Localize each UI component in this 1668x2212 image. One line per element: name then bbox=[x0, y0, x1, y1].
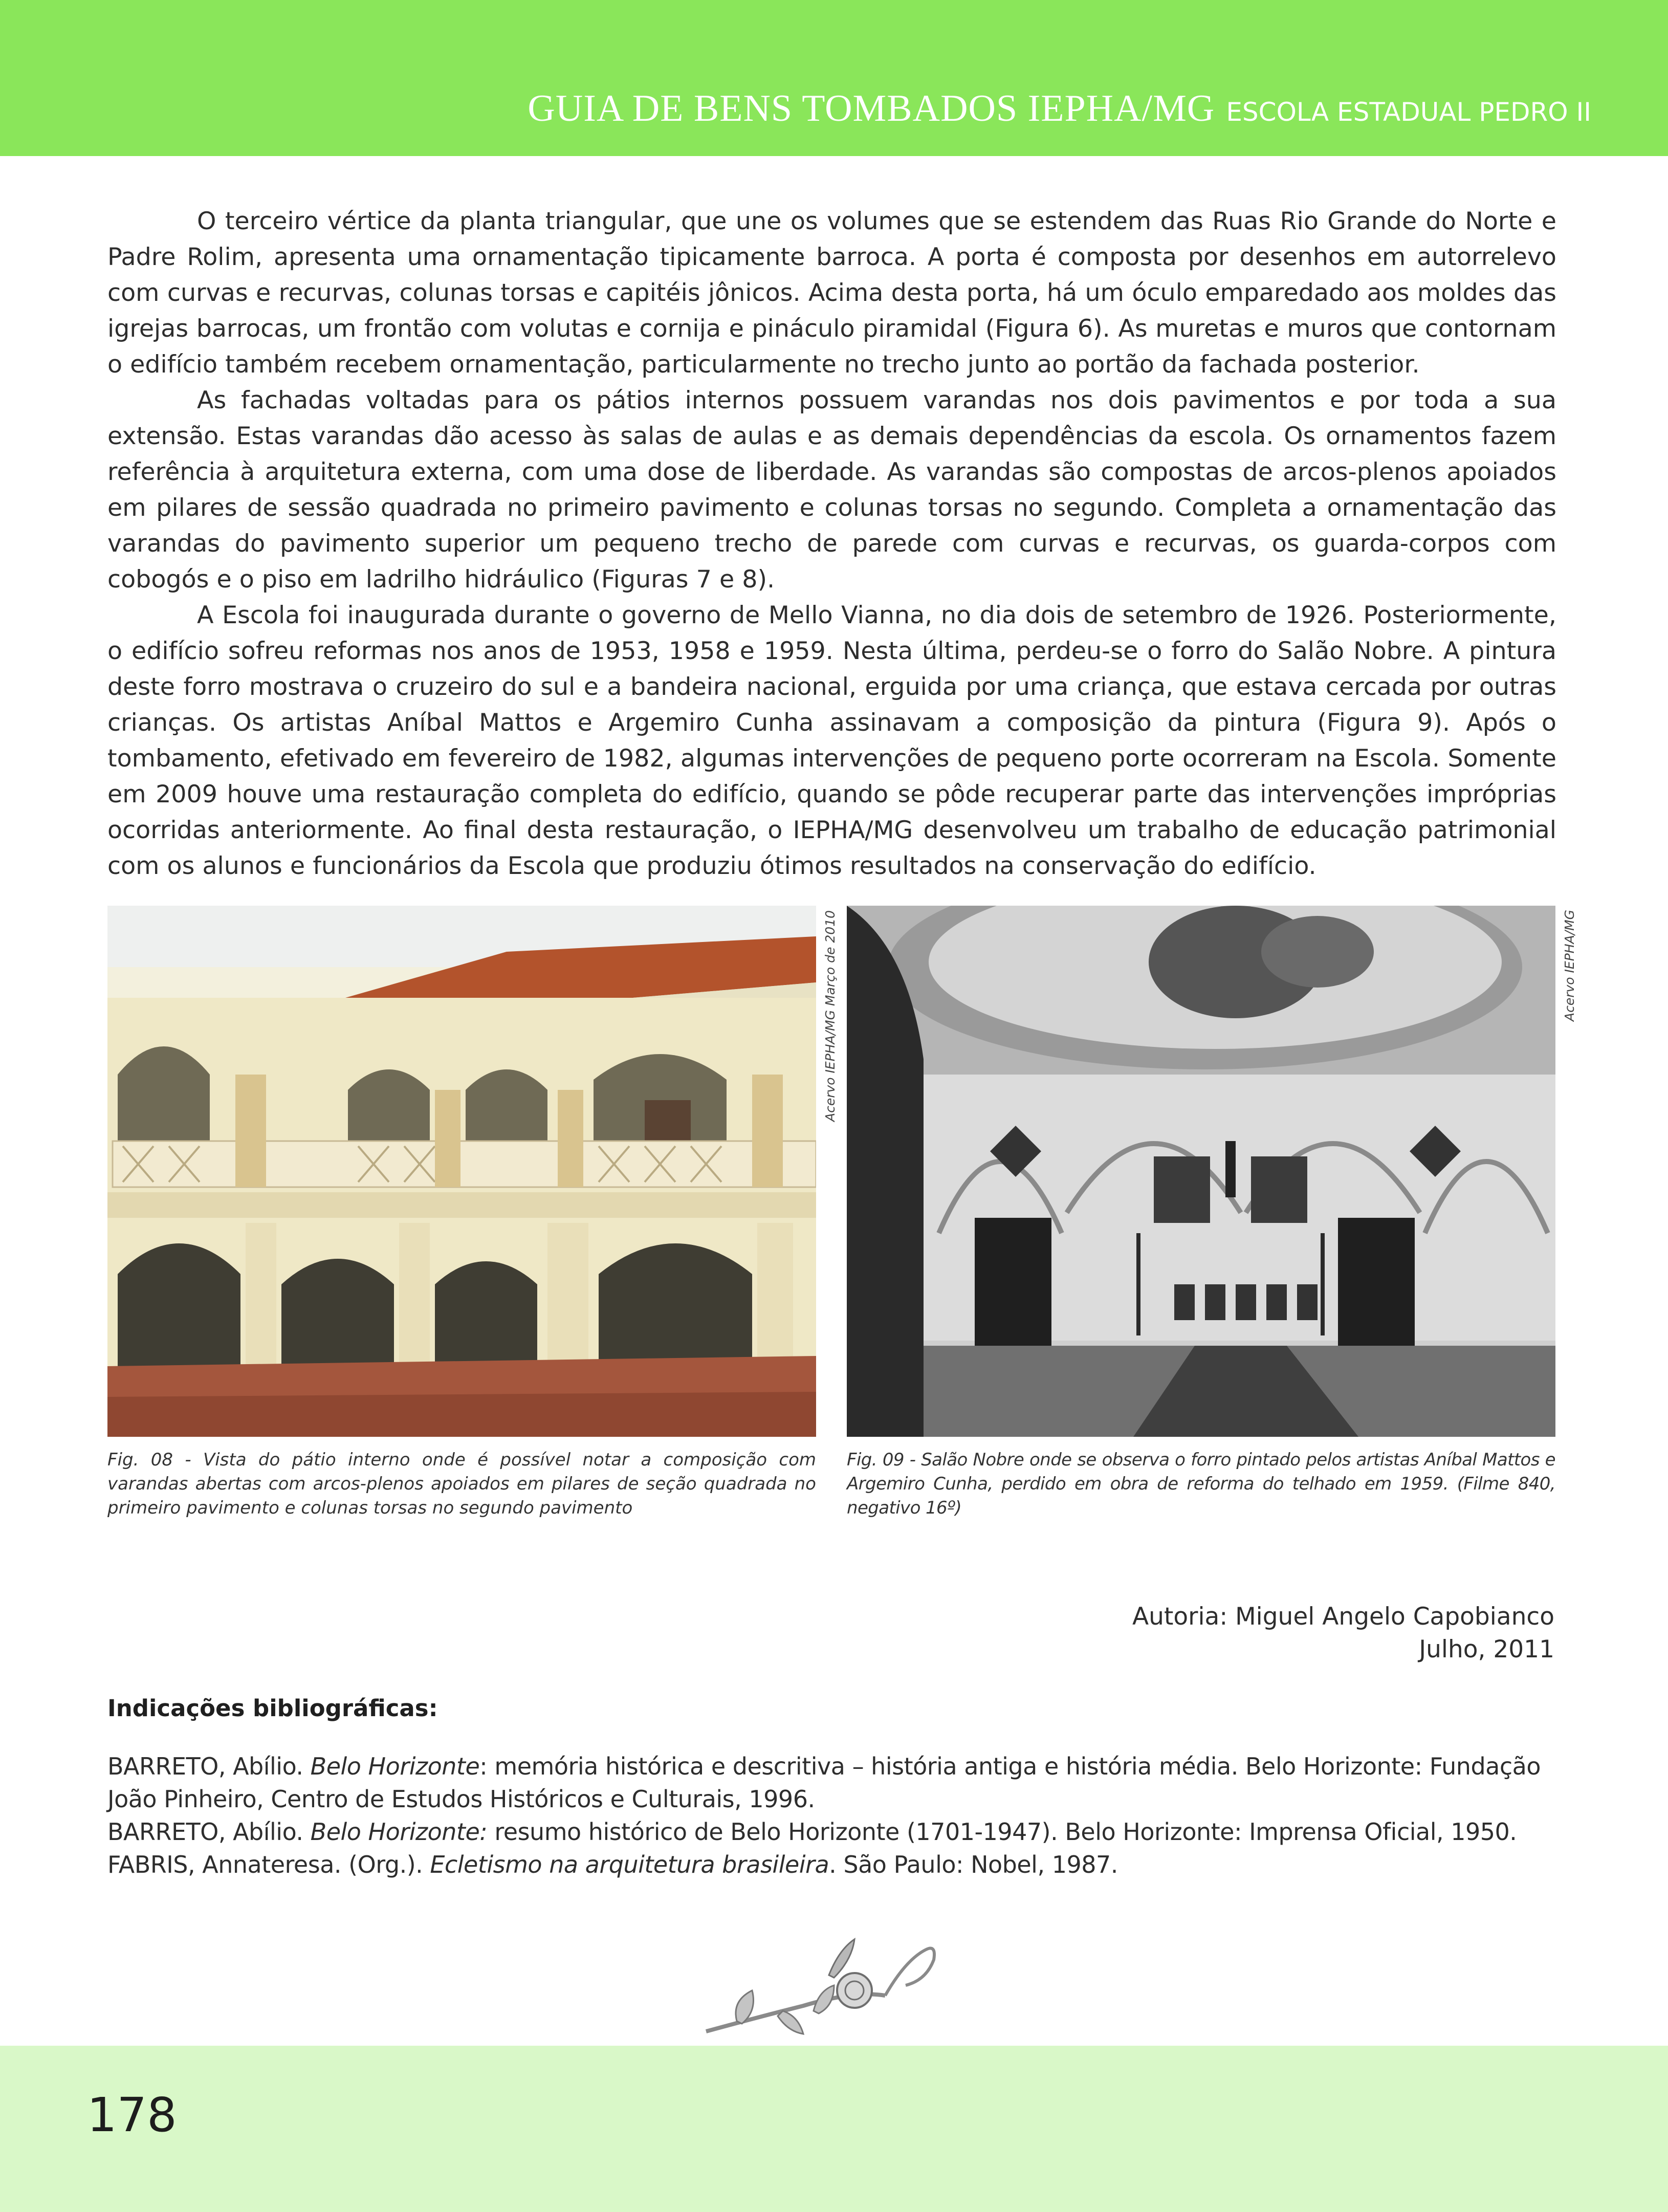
authorship bbox=[1132, 1601, 1554, 1666]
date-line: Julho, 2011 bbox=[1419, 1635, 1554, 1663]
entry-title: Belo Horizonte bbox=[310, 1753, 480, 1780]
footer-band bbox=[0, 2046, 1668, 2212]
entry-author: BARRETO, Abílio. bbox=[107, 1818, 311, 1846]
page-number: 178 bbox=[87, 2088, 177, 2142]
courtyard-photo bbox=[107, 906, 816, 1437]
entry-details: . São Paulo: Nobel, 1987. bbox=[829, 1851, 1118, 1878]
bibliography-entry bbox=[107, 1848, 1561, 1881]
photo-credit: Acervo IEPHA/MG bbox=[1562, 909, 1577, 1021]
entry-title: Ecletismo na arquitetura brasileira bbox=[430, 1851, 829, 1878]
bibliography bbox=[107, 1750, 1561, 1881]
section-title: ESCOLA ESTADUAL PEDRO II bbox=[1226, 97, 1591, 127]
entry-author: FABRIS, Annateresa. (Org.). bbox=[107, 1851, 430, 1878]
entry-title: Belo Horizonte: bbox=[310, 1818, 488, 1846]
entry-details: : memória histórica e descritiva – história antiga e história média. Belo Horizonte: Fundação João Pinheiro, Centro de Estudos Históricos e Culturais, 1996. bbox=[107, 1753, 1541, 1813]
hall-photo bbox=[847, 906, 1555, 1437]
figure-caption: Fig. 09 - Salão Nobre onde se observa o forro pintado pelos artistas Aníbal Mattos e Argemiro Cunha, perdido em obra de reforma do telhado em 1959. (Filme 840, negativo 16º) bbox=[847, 1450, 1555, 1518]
paragraph: As fachadas voltadas para os pátios internos possuem varandas nos dois pavimentos e por toda a sua extensão. Estas varandas dão acesso às salas de aulas e as demais dependências da escola. Os ornamentos fazem referência à arquitetura externa, com uma dose de liberdade. As varandas são compostas de arcos-plenos apoiados em pilares de sessão quadrada no primeiro pavimento e colunas torsas no segundo. Completa a ornamentação das varandas do pavimento superior um pequeno trecho de parede com curvas e recurvas, os guarda-corpos com cobogós e o piso em ladrilho hidráulico (Figuras 7 e 8). bbox=[107, 386, 1556, 594]
running-header bbox=[528, 87, 1591, 130]
entry-author: BARRETO, Abílio. bbox=[107, 1753, 311, 1780]
header-band bbox=[0, 0, 1668, 156]
body-text bbox=[107, 204, 1556, 884]
paragraph: A Escola foi inaugurada durante o governo de Mello Vianna, no dia dois de setembro de 1926. Posteriormente, o edifício sofreu reformas nos anos de 1953, 1958 e 1959. Nesta última, perdeu-se o forro do Salão Nobre. A pintura deste forro mostrava o cruzeiro do sul e a bandeira nacional, erguida por uma criança, que estava cercada por outras crianças. Os artistas Aníbal Mattos e Argemiro Cunha assinavam a composição da pintura (Figura 9). Após o tombamento, efetivado em fevereiro de 1982, algumas intervenções de pequeno porte ocorreram na Escola. Somente em 2009 houve uma restauração completa do edifício, quando se pôde recuperar parte das intervenções impróprias ocorridas anteriormente. Ao final desta restauração, o IEPHA/MG desenvolveu um trabalho de educação patrimonial com os alunos e funcionários da Escola que produziu ótimos resultados na conservação do edifício. bbox=[107, 601, 1556, 880]
paragraph: O terceiro vértice da planta triangular, que une os volumes que se estendem das Ruas Rio Grande do Norte e Padre Rolim, apresenta uma ornamentação tipicamente barroca. A porta é composta por desenhos em autorrelevo com curvas e recurvas, colunas torsas e capitéis jônicos. Acima desta porta, há um óculo emparedado aos moldes das igrejas barrocas, um frontão com volutas e cornija e pináculo piramidal (Figura 6). As muretas e muros que contornam o edifício também recebem ornamentação, particularmente no trecho junto ao portão da fachada posterior. bbox=[107, 207, 1556, 379]
bibliography-entry bbox=[107, 1750, 1561, 1815]
bibliography-heading: Indicações bibliográficas: bbox=[107, 1695, 438, 1722]
figure-caption: Fig. 08 - Vista do pátio interno onde é possível notar a composição com varandas abertas com arcos-plenos apoiados em pilares de seção quadrada no primeiro pavimento e colunas torsas no segundo pavimento bbox=[107, 1450, 816, 1518]
author-line: Autoria: Miguel Angelo Capobianco bbox=[1132, 1603, 1554, 1631]
bibliography-entry bbox=[107, 1815, 1561, 1848]
guide-title: GUIA DE BENS TOMBADOS IEPHA/MG bbox=[528, 87, 1215, 129]
entry-details: resumo histórico de Belo Horizonte (1701-1947). Belo Horizonte: Imprensa Oficial, 1950. bbox=[487, 1818, 1517, 1846]
photo-credit: Acervo IEPHA/MG Março de 2010 bbox=[823, 910, 838, 1122]
rose-ornament-icon bbox=[701, 1929, 957, 2042]
